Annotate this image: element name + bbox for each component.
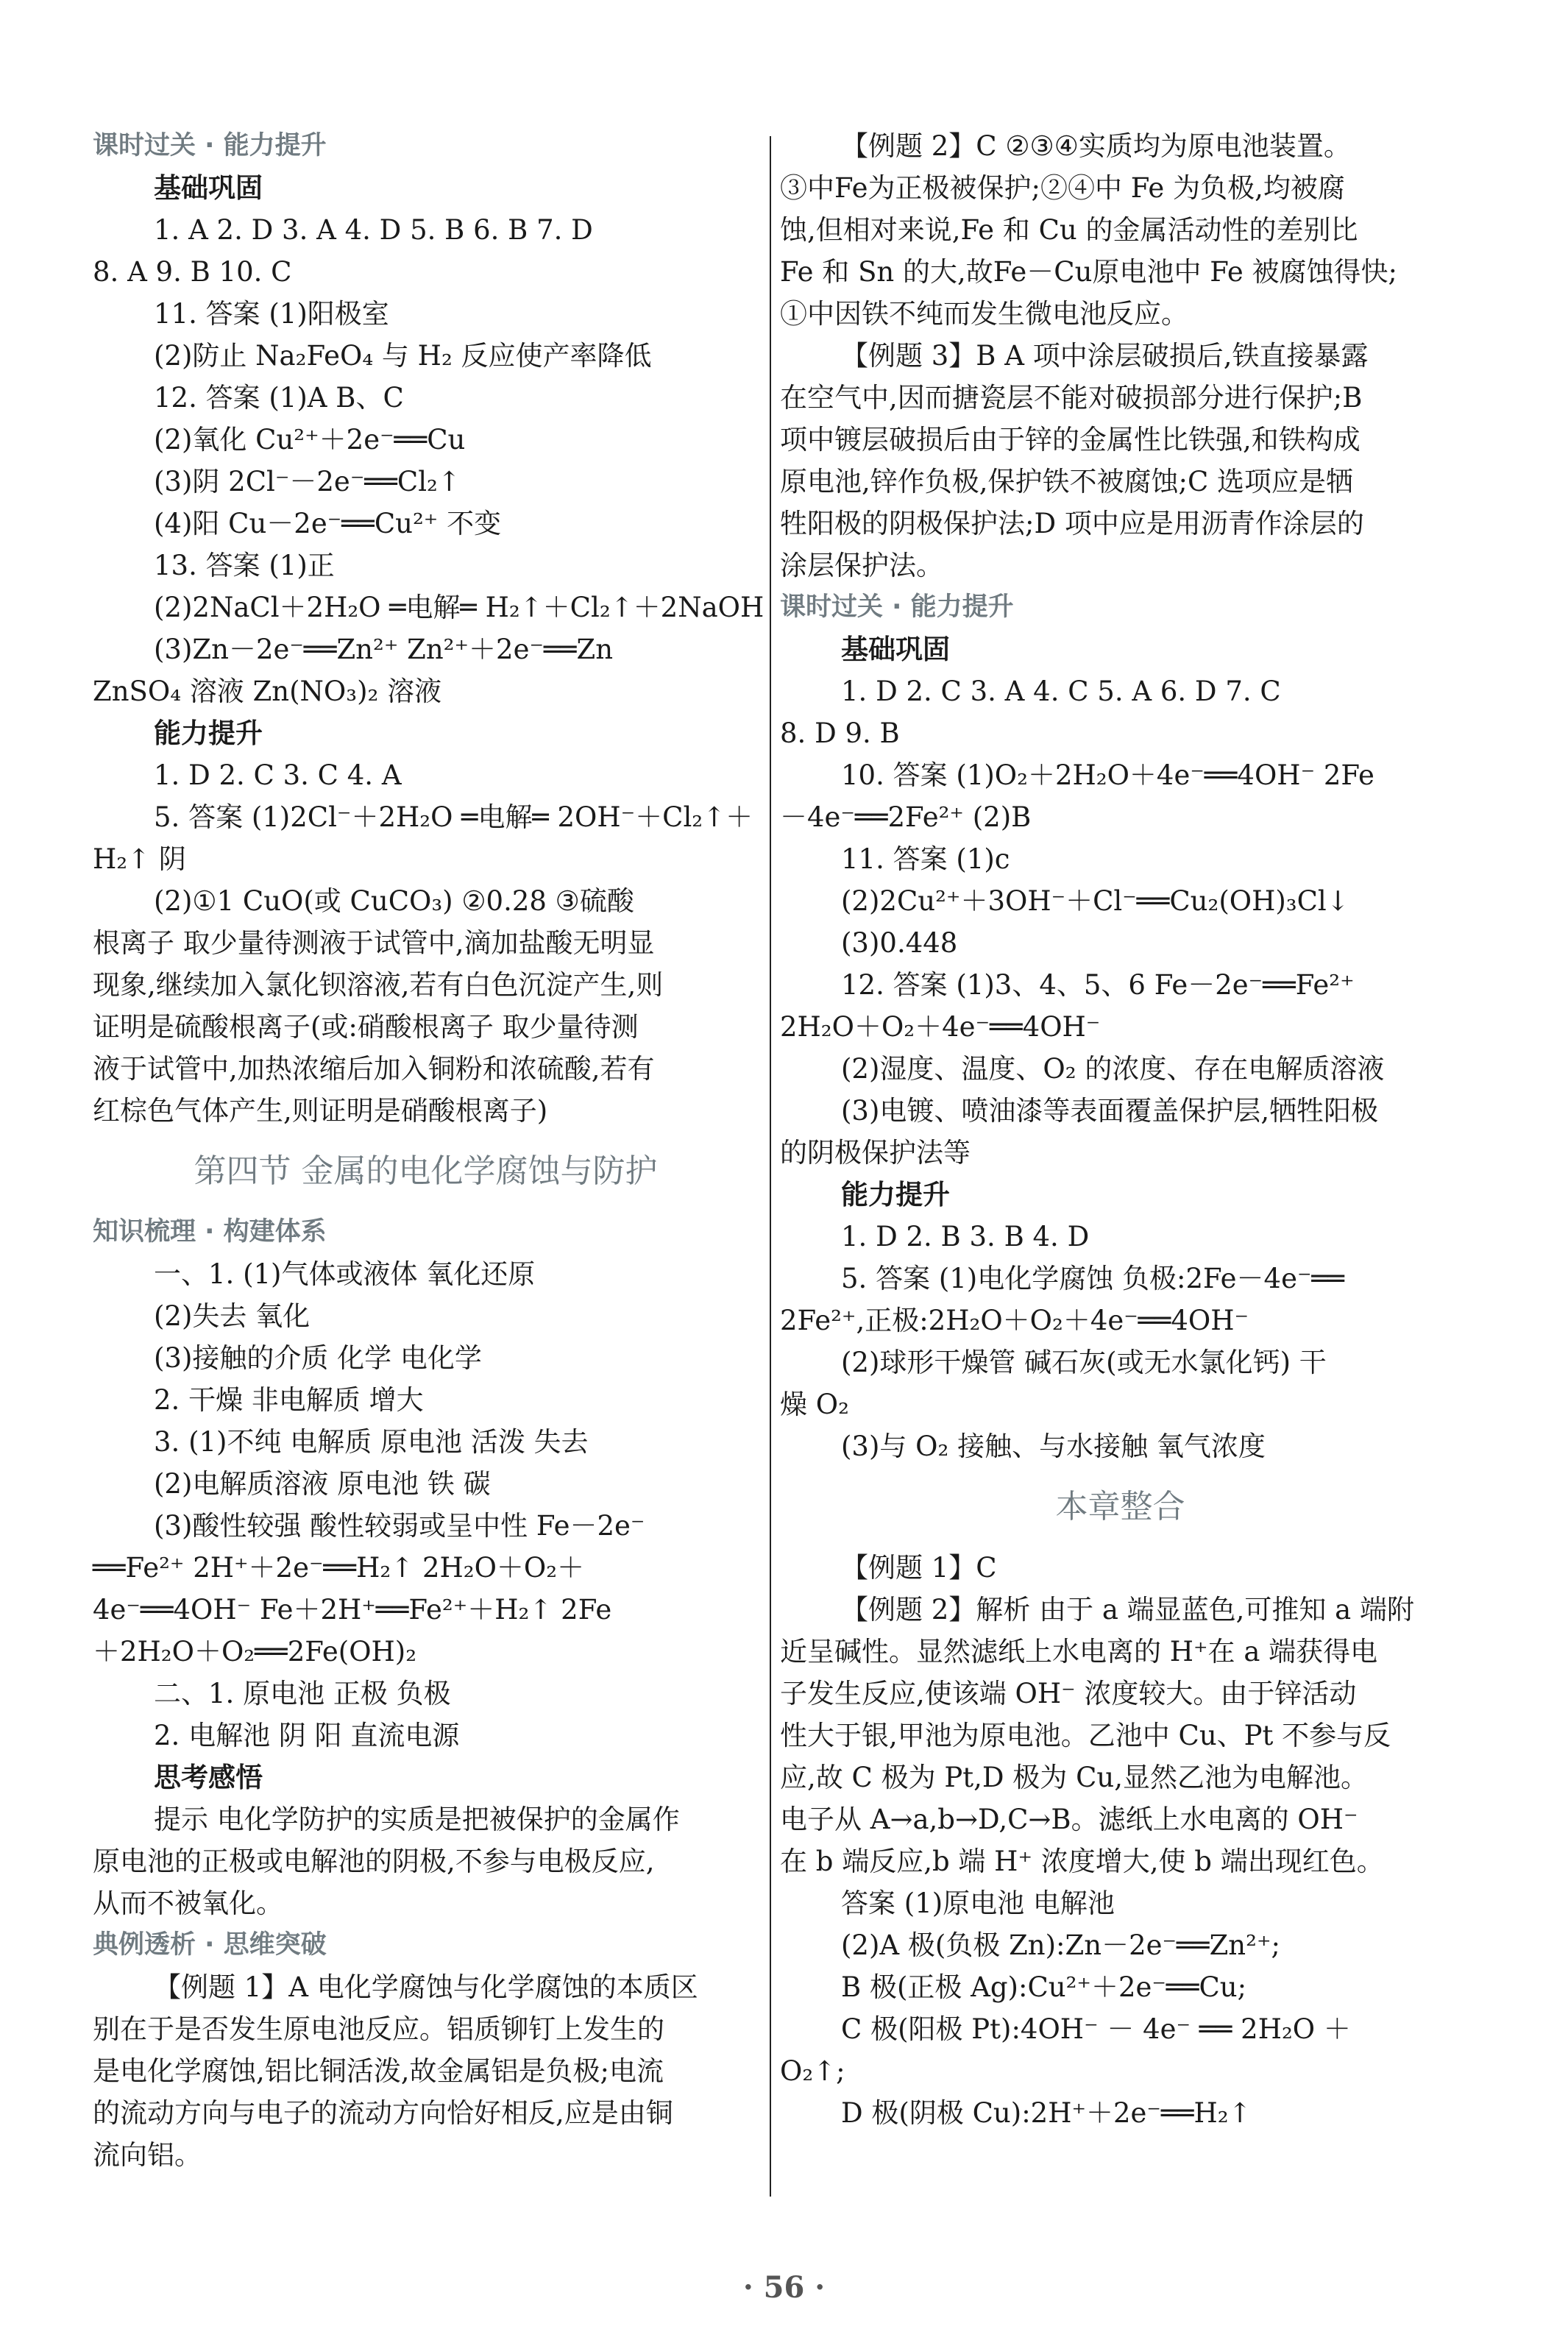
section-label: 课时过关 · 能力提升 xyxy=(780,592,1014,622)
text-line: (3)0.448 xyxy=(841,927,958,959)
text-line: 5. 答案 (1)2Cl⁻＋2H₂O ═电解═ 2OH⁻＋Cl₂↑＋ xyxy=(154,801,753,833)
text-line: (2)失去 氧化 xyxy=(154,1300,311,1332)
text-line: 近呈碱性。显然滤纸上水电离的 H⁺在 a 端获得电 xyxy=(780,1636,1378,1667)
text-line: 10. 答案 (1)O₂＋2H₂O＋4e⁻══4OH⁻ 2Fe xyxy=(841,759,1374,791)
text-line: 一、1. (1)气体或液体 氧化还原 xyxy=(154,1258,536,1290)
text-line: 燥 O₂ xyxy=(780,1389,849,1420)
text-line: 涂层保护法。 xyxy=(780,550,943,581)
page-number: · 56 · xyxy=(742,2270,826,2305)
text-line: (3)与 O₂ 接触、与水接触 氧气浓度 xyxy=(841,1431,1266,1462)
section-label: 典例透析 · 思维突破 xyxy=(93,1930,327,1960)
text-line: 【例题 2】解析 由于 a 端显蓝色,可推知 a 端附 xyxy=(841,1594,1414,1626)
text-line: 证明是硫酸根离子(或:硝酸根离子 取少量待测 xyxy=(93,1011,639,1043)
text-line: －4e⁻══2Fe²⁺ (2)B xyxy=(780,801,1032,833)
left-column xyxy=(93,125,765,2176)
text-line: ③中Fe为正极被保护;②④中 Fe 为负极,均被腐 xyxy=(780,172,1345,204)
text-line: 原电池的正极或电解池的阴极,不参与电极反应, xyxy=(93,1846,655,1877)
text-line: 1. D 2. B 3. B 4. D xyxy=(841,1221,1090,1252)
chapter-heading: 第四节 金属的电化学腐蚀与防护 xyxy=(194,1152,658,1190)
text-line: ══Fe²⁺ 2H⁺＋2e⁻══H₂↑ 2H₂O＋O₂＋ xyxy=(93,1552,585,1584)
text-line: 现象,继续加入氯化钡溶液,若有白色沉淀产生,则 xyxy=(93,969,664,1001)
subsection-heading: 能力提升 xyxy=(154,717,263,749)
text-line: 2. 干燥 非电解质 增大 xyxy=(154,1384,424,1416)
text-line: (2)湿度、温度、O₂ 的浓度、存在电解质溶液 xyxy=(841,1053,1385,1085)
text-line: 牲阳极的阴极保护法;D 项中应是用沥青作涂层的 xyxy=(780,508,1364,539)
text-line: 电子从 A→a,b→D,C→B。滤纸上水电离的 OH⁻ xyxy=(780,1804,1358,1835)
text-line: 1. D 2. C 3. C 4. A xyxy=(154,759,402,791)
text-line: 二、1. 原电池 正极 负极 xyxy=(154,1678,451,1709)
section-label: 知识梳理 · 构建体系 xyxy=(93,1217,327,1247)
subsection-heading: 思考感悟 xyxy=(154,1762,263,1793)
text-line: B 极(正极 Ag):Cu²⁺＋2e⁻══Cu; xyxy=(841,1971,1247,2003)
text-line: 流向铝。 xyxy=(93,2139,202,2171)
text-line: 在空气中,因而搪瓷层不能对破损部分进行保护;B xyxy=(780,382,1363,414)
subsection-heading: 基础巩固 xyxy=(841,634,950,665)
text-line: (3)Zn－2e⁻══Zn²⁺ Zn²⁺＋2e⁻══Zn xyxy=(154,634,614,665)
text-line: (2)防止 Na₂FeO₄ 与 H₂ 反应使产率降低 xyxy=(154,340,652,372)
text-line: ZnSO₄ 溶液 Zn(NO₃)₂ 溶液 xyxy=(93,676,442,707)
subsection-heading: 基础巩固 xyxy=(154,172,263,204)
text-line: 在 b 端反应,b 端 H⁺ 浓度增大,使 b 端出现红色。 xyxy=(780,1846,1384,1877)
text-line: 5. 答案 (1)电化学腐蚀 负极:2Fe－4e⁻══ xyxy=(841,1263,1345,1294)
text-line: 【例题 3】B A 项中涂层破损后,铁直接暴露 xyxy=(841,340,1369,372)
text-line: 11. 答案 (1)阳极室 xyxy=(154,298,389,330)
text-line: 根离子 取少量待测液于试管中,滴加盐酸无明显 xyxy=(93,927,655,959)
section-label: 课时过关 · 能力提升 xyxy=(93,131,327,160)
text-line: 13. 答案 (1)正 xyxy=(154,550,335,581)
text-line: (2)①1 CuO(或 CuCO₃) ②0.28 ③硫酸 xyxy=(154,885,634,917)
text-line: 蚀,但相对来说,Fe 和 Cu 的金属活动性的差别比 xyxy=(780,214,1358,246)
text-line: (3)电镀、喷油漆等表面覆盖保护层,牺牲阳极 xyxy=(841,1095,1379,1127)
text-line: 是电化学腐蚀,铝比铜活泼,故金属铝是负极;电流 xyxy=(93,2055,664,2087)
text-line: 原电池,锌作负极,保护铁不被腐蚀;C 选项应是牺 xyxy=(780,466,1354,497)
text-line: (3)酸性较强 酸性较弱或呈中性 Fe－2e⁻ xyxy=(154,1510,645,1542)
text-line: 【例题 2】C ②③④实质均为原电池装置。 xyxy=(841,130,1351,162)
text-line: ①中因铁不纯而发生微电池反应。 xyxy=(780,298,1188,330)
right-column xyxy=(780,125,1461,2134)
text-line: (2)球形干燥管 碱石灰(或无水氯化钙) 干 xyxy=(841,1347,1327,1378)
text-line: 项中镀层破损后由于锌的金属性比铁强,和铁构成 xyxy=(780,424,1361,456)
text-line: ＋2H₂O＋O₂══2Fe(OH)₂ xyxy=(93,1636,417,1667)
text-line: (3)阴 2Cl⁻－2e⁻══Cl₂↑ xyxy=(154,466,461,497)
text-line: (2)电解质溶液 原电池 铁 碳 xyxy=(154,1468,491,1500)
text-line: Fe 和 Sn 的大,故Fe－Cu原电池中 Fe 被腐蚀得快; xyxy=(780,256,1397,288)
text-line: 2. 电解池 阴 阳 直流电源 xyxy=(154,1720,460,1751)
text-line: 1. D 2. C 3. A 4. C 5. A 6. D 7. C xyxy=(841,676,1281,707)
text-line: C 极(阳极 Pt):4OH⁻ － 4e⁻ ══ 2H₂O ＋ xyxy=(841,2013,1351,2045)
text-line: (4)阳 Cu－2e⁻══Cu²⁺ 不变 xyxy=(154,508,502,539)
text-line: 12. 答案 (1)3、4、5、6 Fe－2e⁻══Fe²⁺ xyxy=(841,969,1355,1001)
text-line: 红棕色气体产生,则证明是硝酸根离子) xyxy=(93,1095,548,1127)
text-line: 答案 (1)原电池 电解池 xyxy=(841,1887,1115,1919)
text-line: (2)2NaCl＋2H₂O ═电解═ H₂↑＋Cl₂↑＋2NaOH xyxy=(154,592,765,623)
text-line: 从而不被氧化。 xyxy=(93,1887,283,1919)
text-line: 的阴极保护法等 xyxy=(780,1137,971,1169)
text-line: O₂↑; xyxy=(780,2055,845,2087)
text-line: 别在于是否发生原电池反应。铝质铆钉上发生的 xyxy=(93,2013,664,2045)
text-line: 提示 电化学防护的实质是把被保护的金属作 xyxy=(154,1804,680,1835)
text-line: 4e⁻══4OH⁻ Fe＋2H⁺══Fe²⁺＋H₂↑ 2Fe xyxy=(93,1594,612,1626)
text-line: 【例题 1】A 电化学腐蚀与化学腐蚀的本质区 xyxy=(154,1971,698,2003)
text-line: 11. 答案 (1)c xyxy=(841,843,1010,875)
subsection-heading: 能力提升 xyxy=(841,1179,950,1211)
chapter-heading: 本章整合 xyxy=(1055,1488,1185,1525)
text-line: (2)2Cu²⁺＋3OH⁻＋Cl⁻══Cu₂(OH)₃Cl↓ xyxy=(841,885,1349,917)
text-line: 应,故 C 极为 Pt,D 极为 Cu,显然乙池为电解池。 xyxy=(780,1762,1368,1793)
text-line: 8. D 9. B xyxy=(780,717,900,749)
text-line: 1. A 2. D 3. A 4. D 5. B 6. B 7. D xyxy=(154,214,593,246)
text-line: (3)接触的介质 化学 电化学 xyxy=(154,1342,482,1374)
text-line: 液于试管中,加热浓缩后加入铜粉和浓硫酸,若有 xyxy=(93,1053,655,1085)
text-line: H₂↑ 阴 xyxy=(93,843,186,875)
text-line: 的流动方向与电子的流动方向恰好相反,应是由铜 xyxy=(93,2097,673,2129)
text-line: 子发生反应,使该端 OH⁻ 浓度较大。由于锌活动 xyxy=(780,1678,1357,1709)
text-line: (2)氧化 Cu²⁺＋2e⁻══Cu xyxy=(154,424,466,456)
text-line: 【例题 1】C xyxy=(841,1552,997,1584)
text-line: 3. (1)不纯 电解质 原电池 活泼 失去 xyxy=(154,1426,589,1458)
text-line: (2)A 极(负极 Zn):Zn－2e⁻══Zn²⁺; xyxy=(841,1929,1280,1961)
text-line: 2Fe²⁺,正极:2H₂O＋O₂＋4e⁻══4OH⁻ xyxy=(780,1305,1249,1336)
column-divider xyxy=(770,136,771,2197)
text-line: 12. 答案 (1)A B、C xyxy=(154,382,404,414)
text-line: D 极(阴极 Cu):2H⁺＋2e⁻══H₂↑ xyxy=(841,2097,1252,2129)
text-line: 2H₂O＋O₂＋4e⁻══4OH⁻ xyxy=(780,1011,1101,1043)
text-line: 8. A 9. B 10. C xyxy=(93,256,292,288)
text-line: 性大于银,甲池为原电池。乙池中 Cu、Pt 不参与反 xyxy=(780,1720,1391,1751)
